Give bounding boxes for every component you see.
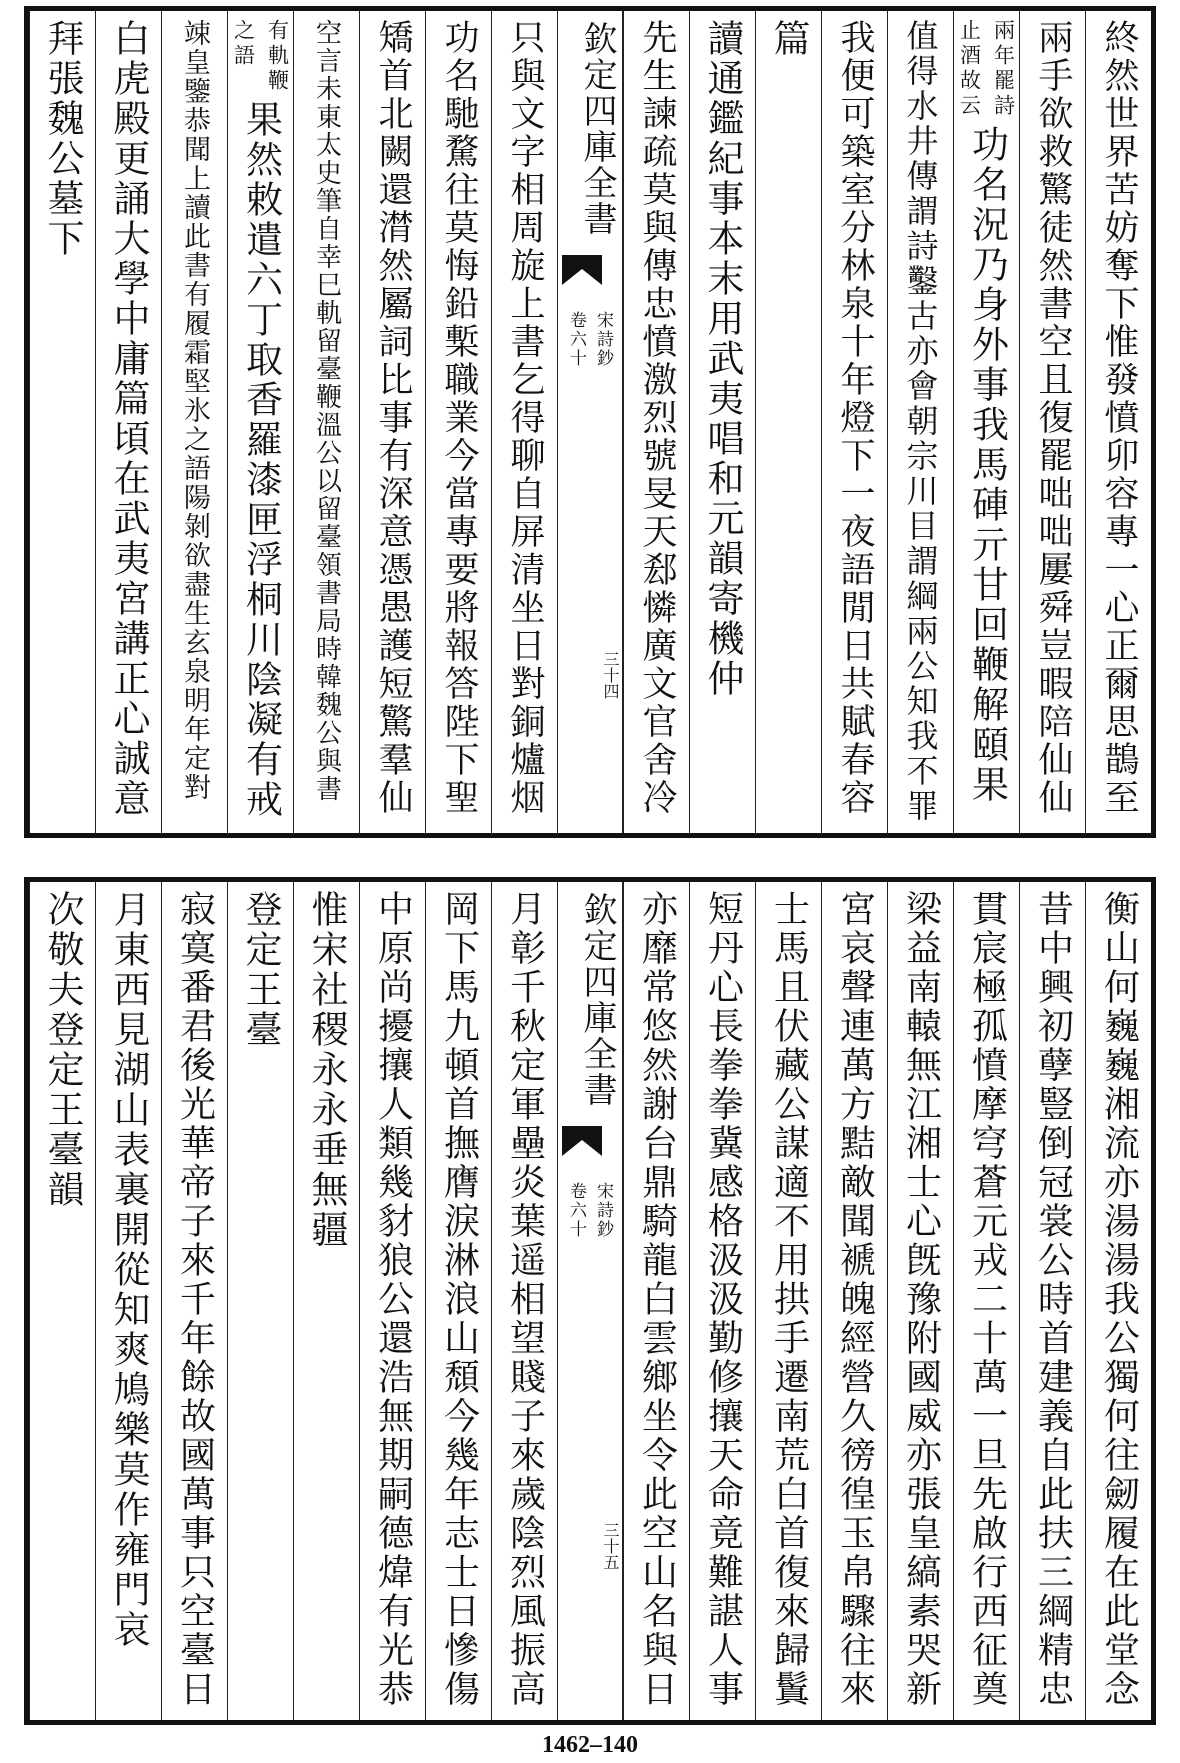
volume-collection: 宋詩鈔 xyxy=(593,311,613,368)
column-text: 先生諫疏莫與傳忠憤激烈號旻天郄憐廣文官舍冷 xyxy=(637,19,677,817)
text-column xyxy=(161,882,227,1720)
volume-label xyxy=(558,311,622,368)
text-column xyxy=(953,882,1019,1720)
text-column xyxy=(1085,11,1151,833)
text-column xyxy=(887,882,953,1720)
fishtail-mark-icon xyxy=(562,255,602,291)
column-text: 果然敕遣六丁取香羅漆匣浮桐川陰凝有戒 xyxy=(239,100,283,820)
column-text: 登定王臺 xyxy=(239,890,282,1050)
text-column xyxy=(227,882,293,1720)
column-text: 昔中興初孽豎倒冠裳公時首建義自此扶三綱精忠 xyxy=(1032,890,1074,1709)
column-text: 白虎殿更誦大學中庸篇頃在武夷宮講正心誠意 xyxy=(107,19,150,819)
text-column xyxy=(1019,11,1085,833)
column-text: 值得水井傳謂詩鑿古亦會朝宗川目謂綱兩公知我不罪 xyxy=(901,19,940,824)
column-text: 月東西見湖山表裏開從知爽鳩樂莫作雍門哀 xyxy=(107,890,150,1650)
column-text: 終然世界苦妨奪下惟發憤卯容專一心正爾思鵲至 xyxy=(1099,19,1139,817)
annotation-line: 之語 xyxy=(231,19,256,69)
annotation-line: 止酒故云 xyxy=(957,19,982,119)
volume-number: 卷六十 xyxy=(566,311,586,368)
annotation-note xyxy=(229,19,293,94)
column-text: 拜張魏公墓下 xyxy=(41,19,84,259)
column-text: 中原尚擾攘人類幾豺狼公還浩無期嗣德煒有光恭 xyxy=(372,890,414,1709)
column-text: 只與文字相周旋上書乞得聊自屏清坐日對銅爐烟 xyxy=(505,19,545,817)
fishtail-mark-icon xyxy=(562,1126,602,1162)
text-column xyxy=(359,882,425,1720)
text-column xyxy=(425,882,491,1720)
text-column xyxy=(821,882,887,1720)
text-column xyxy=(755,11,821,833)
text-column xyxy=(29,882,95,1720)
leaf-number: 三十四 xyxy=(601,651,620,699)
column-text: 寂寞番君後光華帝子來千年餘故國萬事只空臺日 xyxy=(174,890,216,1709)
text-column xyxy=(1019,882,1085,1720)
column-text: 讀通鑑紀事本末用武夷唱和元韻寄機仲 xyxy=(701,19,744,699)
text-column xyxy=(623,882,689,1720)
column-text: 功名馳騖往莫悔鉛槧職業今當專要將報答陛下聖 xyxy=(439,19,479,817)
column-text: 我便可築室分林泉十年燈下一夜語閒日共賦春容 xyxy=(835,19,875,817)
column-text: 貫宸極孤憤摩穹蒼元戎二十萬一旦先啟行西征奠 xyxy=(966,890,1008,1709)
book-title: 欽定四庫全書 xyxy=(577,21,617,237)
text-column xyxy=(755,882,821,1720)
text-column xyxy=(1085,882,1151,1720)
leaf-number: 三十五 xyxy=(601,1522,620,1570)
column-text: 岡下馬九頓首撫膺淚淋浪山頹今幾年志士日慘傷 xyxy=(438,890,480,1709)
text-column xyxy=(293,882,359,1720)
text-column xyxy=(95,11,161,833)
column-text: 士馬且伏藏公謀適不用拱手遷南荒白首復來歸鬒 xyxy=(768,890,810,1709)
fold-column xyxy=(557,11,623,833)
column-text: 竦皇鑒恭聞上讀此書有履霜堅氷之語陽剝欲盡生玄泉明年定對 xyxy=(179,19,210,802)
column-text: 功名況乃身外事我馬硨亓甘回鞭解頤果 xyxy=(965,125,1009,805)
text-column xyxy=(293,11,359,833)
bottom-page-panel xyxy=(24,877,1156,1725)
text-column xyxy=(953,11,1019,833)
text-column xyxy=(491,882,557,1720)
text-column xyxy=(623,11,689,833)
column-text: 惟宋社稷永永垂無疆 xyxy=(305,890,348,1250)
text-column xyxy=(689,11,755,833)
column-text: 空言未東太史筆自幸巳軌留臺鞭溫公以留臺領書局時韓魏公與書 xyxy=(311,19,342,803)
text-column xyxy=(491,11,557,833)
column-text: 月彰千秋定軍壘炎葉遥相望賤子來歲陰烈風振高 xyxy=(504,890,546,1709)
volume-number: 卷六十 xyxy=(566,1182,586,1239)
text-column xyxy=(95,882,161,1720)
text-column xyxy=(887,11,953,833)
column-text: 次敬夫登定王臺韻 xyxy=(41,890,84,1210)
column-text: 宮哀聲連萬方黠敵聞褫魄經營久徬徨玉帛驟往來 xyxy=(834,890,876,1709)
column-text: 梁益南轅無江湘士心旣豫附國威亦張皇縞素哭新 xyxy=(900,890,942,1709)
book-title: 欽定四庫全書 xyxy=(577,892,617,1108)
column-text: 篇 xyxy=(767,19,810,59)
column-text: 衡山何巍巍湘流亦湯湯我公獨何往劒履在此堂念 xyxy=(1098,890,1140,1709)
text-column xyxy=(29,11,95,833)
annotation-line: 兩年罷詩 xyxy=(991,19,1016,119)
page-number: 1462–140 xyxy=(542,1732,638,1758)
volume-label xyxy=(558,1182,622,1239)
text-column xyxy=(161,11,227,833)
text-column xyxy=(425,11,491,833)
fold-column xyxy=(557,882,623,1720)
column-text: 兩手欲救驚徒然書空且復罷咄咄屢舜豈暇陪仙仙 xyxy=(1033,19,1073,817)
text-column xyxy=(689,882,755,1720)
column-text: 短丹心長拳拳冀感格汲汲勤修攘天命竟難諶人事 xyxy=(702,890,744,1709)
text-column xyxy=(821,11,887,833)
text-column xyxy=(359,11,425,833)
top-page-panel xyxy=(24,6,1156,838)
column-text: 矯首北闕還潸然屬詞比事有深意憑愚護短驚羣仙 xyxy=(373,19,413,817)
annotation-line: 有軌鞭 xyxy=(265,19,290,94)
annotation-note xyxy=(955,19,1019,119)
text-column xyxy=(227,11,293,833)
volume-collection: 宋詩鈔 xyxy=(593,1182,613,1239)
column-text: 亦靡常悠然謝台鼎騎龍白雲鄉坐令此空山名與日 xyxy=(636,890,678,1709)
